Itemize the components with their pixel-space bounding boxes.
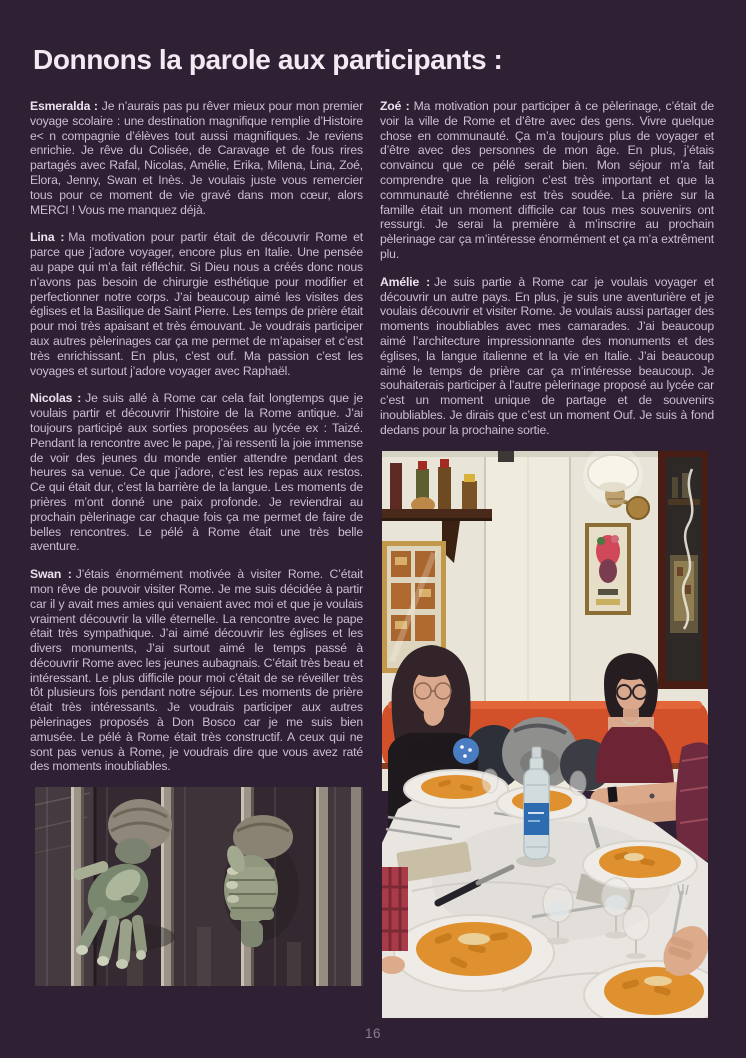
testimonial-name: Lina : (30, 230, 65, 245)
wooden-door (35, 787, 363, 986)
testimonial-swan (30, 567, 363, 774)
testimonial-esmeralda (30, 99, 363, 217)
page-number: 16 (364, 1026, 382, 1041)
testimonial-text: J’étais énormément motivée à visiter Rome. C’était mon rêve de pouvoir visiter Rome. Je me suis décidée à partir car il y avait mes amies qui venaient avec moi et que je voulais vraiment découvrir la ville éternelle. La rencontre avec le pape était très sympathique. J’ai aimé découvrir les églises et les divers monuments, J’ai surtout aimé le temps passé à découvrir Rome avec les jeunes aubagnais. C’était très beau et intéressant. Le plus difficile pour moi c’était de se réveiller très tôt plusieurs fois pendant notre séjour. Les moments de prière était très intéressants. Je voudrais participer aux autres pèlerinages proposés à Don Bosco car je me suis bien amusée. Le pélé à Rome était très constructif. A ceux qui ne sont pas venus à Rome, je voudrais dire que vous avez raté des moments inoubliables. (30, 567, 363, 774)
mirror (658, 451, 708, 689)
testimonial-lina (30, 230, 363, 378)
framed-poster-center (585, 523, 631, 615)
testimonial-name: Nicolas : (30, 391, 82, 406)
testimonial-name: Amélie : (380, 274, 431, 289)
testimonial-text: Je n’aurais pas pu rêver mieux pour mon premier voyage scolaire : une destination magnifique remplie d’Histoire e< n compagnie d’élèves tout aussi magnifiques. Je reviens enrichie. Je rêve du Colisée, de Caravage et de fous rires partagés avec Rafal, Nicolas, Amélie, Erika, Milena, Lina, Zoé, Elora, Jenny, Swan et Inès. Je voulais juste vous remercier tous pour ce moment de vie gravé dans mon cœur, alors MERCI ! Vous me manquez déjà. (30, 99, 363, 217)
restaurant-dinner-photo (382, 451, 708, 1018)
left-column (30, 99, 363, 986)
testimonial-name: Esmeralda : (30, 99, 98, 113)
door-hands-photo (35, 787, 363, 986)
testimonial-nicolas (30, 391, 363, 554)
testimonial-text: Ma motivation pour participer à ce pèlerinage, c’était de voir la ville de Rome et d’être avec des gens. Vivre quelque chose en communauté. Ça m’a toujours plus de voyager et d’être avec des personnes de mon âge. En plus, j’étais convaincu que ce pélé serait bien. Mon séjour m’a fait comprendre que la religion c’est très important et que la communauté chrétienne est très soudée. La prière sur la famille était un moment difficile car tous mes souvenirs ont ressurgi. Je serai la première à m’inscrire au prochain pèlerinage car ça m’intéresse énormément et ça m’a extrêment plu. (380, 99, 714, 261)
right-column (380, 99, 714, 1018)
testimonial-text: Ma motivation pour partir était de découvrir Rome et parce que j’adore voyager, encore plus en Italie. Une pensée au pape qui m’a fait réfléchir. Si Dieu nous a créés donc nous n’avons pas besoin de chirurgie esthétique pour modifier et perfectionner notre corps. J’ai beaucoup aimé les visites des églises et la Basilique de Saint Pierre. Les temps de prière était pour moi très apaisant et très émouvant. Je voudrais participer aux autres pèlerinages car ça me permet de m’apaiser et c’est très enrichissant. En plus, c’est ouf. Ma passion c’est les voyages et surtout j’adore voyager avec Raphaël. (30, 230, 363, 378)
testimonial-zoe (380, 99, 714, 262)
page-title: Donnons la parole aux participants : (33, 44, 503, 75)
testimonial-text: Je suis partie à Rome car je voulais voyager et découvrir un autre pays. En plus, je suis une aventurière et je voulais découvrir et visiter Rome. Je voulais aussi partager des moments inoubliables avec mes camarades. J’ai beaucoup aimé l’architecture impressionnante des monuments et des églises, la langue italienne et la vie en Italie. J’ai beaucoup aimé le temps de prière car ça m’intéresse beaucoup. Je souhaiterais participer à l’autre pèlerinage proposé au lycée car c’est un moment unique de partage et de souvenirs inoubliables. Je dirais que c’est un moment Ouf. Je suis à fond dedans pour la prochaine sortie. (380, 274, 714, 437)
testimonial-name: Swan : (30, 567, 72, 582)
testimonial-text: Je suis allé à Rome car cela fait longtemps que je voulais partir et découvrir l’histoire de la Rome antique. J’ai toujours participé aux sorties proposées au lycée ex : Taizé. Pendant la rencontre avec le pape, j’ai ressenti la joie immense de voir des jeunes du monde entier attendre pendant des heures sa venue. Ce que j’adore, c’est les repas aux restos. Ce qui était dur, c’est la barrière de la langue. Les moments de prières m’ont donné une paix profonde. Je reviendrai au prochain pèlerinage car chaque fois ça me permet de faire de belles rencontres. Le pélé à Rome était une très belle aventure. (30, 391, 363, 554)
testimonial-amelie (380, 275, 714, 438)
testimonial-name: Zoé : (380, 99, 410, 113)
